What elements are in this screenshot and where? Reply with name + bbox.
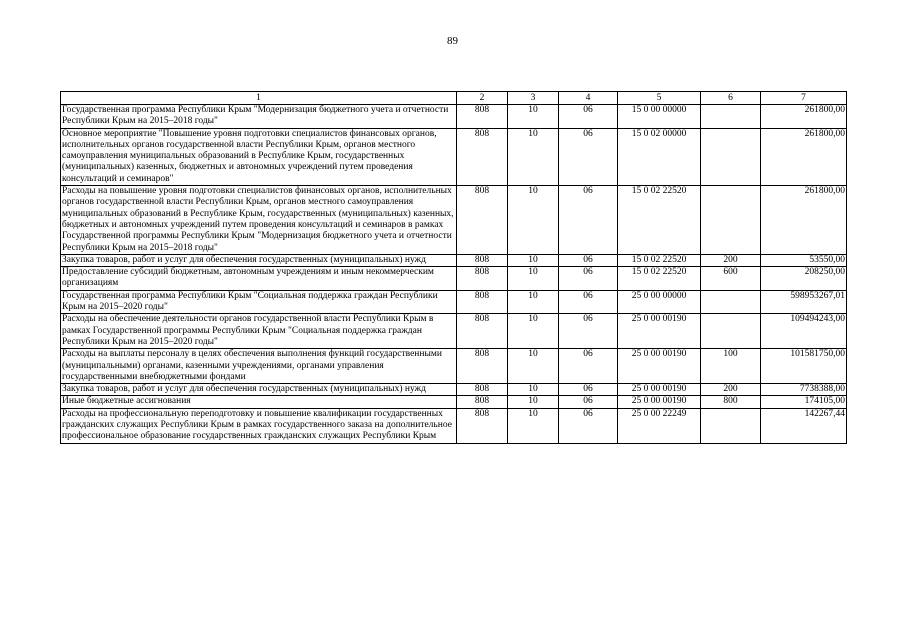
amount-cell: 598953267,01	[761, 290, 847, 314]
expense-type-cell: 200	[701, 384, 761, 396]
section-cell: 10	[508, 384, 559, 396]
table-header-row	[61, 92, 847, 105]
section-cell: 10	[508, 349, 559, 384]
code-cell: 808	[457, 105, 508, 129]
expense-name-cell: Расходы на выплаты персоналу в целях обеспечения выполнения функций государственными (муниципальными) органами, казенными учреждениями, органами управления государственными внебюджетными фондами	[61, 349, 457, 384]
target-article-cell: 15 0 02 22520	[618, 254, 701, 266]
column-header: 5	[618, 92, 701, 105]
amount-cell: 109494243,00	[761, 314, 847, 349]
code-cell: 808	[457, 408, 508, 443]
target-article-cell: 15 0 02 22520	[618, 267, 701, 291]
amount-cell: 261800,00	[761, 105, 847, 129]
expense-type-cell	[701, 314, 761, 349]
amount-cell: 208250,00	[761, 267, 847, 291]
column-header: 7	[761, 92, 847, 105]
code-cell: 808	[457, 128, 508, 185]
code-cell: 808	[457, 314, 508, 349]
table-row	[61, 314, 847, 349]
subsection-cell: 06	[559, 396, 618, 408]
amount-cell: 142267,44	[761, 408, 847, 443]
column-header: 1	[61, 92, 457, 105]
code-cell: 808	[457, 267, 508, 291]
code-cell: 808	[457, 349, 508, 384]
target-article-cell: 25 0 00 22249	[618, 408, 701, 443]
expense-name-cell: Закупка товаров, работ и услуг для обеспечения государственных (муниципальных) нужд	[61, 254, 457, 266]
table-row	[61, 186, 847, 255]
expense-name-cell: Государственная программа Республики Крым "Модернизация бюджетного учета и отчетности Республики Крым на 2015–2018 годы"	[61, 105, 457, 129]
amount-cell: 261800,00	[761, 128, 847, 185]
expense-type-cell	[701, 186, 761, 255]
section-cell: 10	[508, 314, 559, 349]
subsection-cell: 06	[559, 290, 618, 314]
subsection-cell: 06	[559, 186, 618, 255]
section-cell: 10	[508, 105, 559, 129]
expense-name-cell: Основное мероприятие "Повышение уровня подготовки специалистов финансовых органов, исполнительных органов государственной власти Республики Крым, органов местного самоуправления муниципальных образований в Республике Крым, государственных (муниципальных) казенных, бюджетных и автономных учреждений путем проведения консультаций и семинаров"	[61, 128, 457, 185]
expense-name-cell: Расходы на обеспечение деятельности органов государственной власти Республики Крым в рамках Государственной программы Республики Крым "Социальная поддержка граждан Республики Крым на 2015–2020 годы"	[61, 314, 457, 349]
target-article-cell: 25 0 00 00190	[618, 314, 701, 349]
section-cell: 10	[508, 408, 559, 443]
target-article-cell: 25 0 00 00190	[618, 396, 701, 408]
target-article-cell: 25 0 00 00190	[618, 384, 701, 396]
expense-name-cell: Предоставление субсидий бюджетным, автономным учреждениям и иным некоммерческим организациям	[61, 267, 457, 291]
table-row	[61, 396, 847, 408]
amount-cell: 101581750,00	[761, 349, 847, 384]
expense-type-cell	[701, 290, 761, 314]
amount-cell: 261800,00	[761, 186, 847, 255]
column-header: 6	[701, 92, 761, 105]
subsection-cell: 06	[559, 254, 618, 266]
code-cell: 808	[457, 290, 508, 314]
column-header: 2	[457, 92, 508, 105]
amount-cell: 53550,00	[761, 254, 847, 266]
subsection-cell: 06	[559, 314, 618, 349]
target-article-cell: 25 0 00 00190	[618, 349, 701, 384]
section-cell: 10	[508, 267, 559, 291]
table-row	[61, 254, 847, 266]
budget-table	[60, 91, 847, 444]
subsection-cell: 06	[559, 267, 618, 291]
subsection-cell: 06	[559, 128, 618, 185]
expense-type-cell	[701, 128, 761, 185]
expense-type-cell	[701, 408, 761, 443]
section-cell: 10	[508, 128, 559, 185]
expense-type-cell: 600	[701, 267, 761, 291]
column-header: 4	[559, 92, 618, 105]
section-cell: 10	[508, 186, 559, 255]
expense-name-cell: Расходы на профессиональную переподготовку и повышение квалификации государственных гражданских служащих Республики Крым в рамках государственного заказа на дополнительное профессиональное образование государственных гражданских служащих Республики Крым	[61, 408, 457, 443]
table-row	[61, 290, 847, 314]
section-cell: 10	[508, 290, 559, 314]
expense-type-cell	[701, 105, 761, 129]
expense-name-cell: Закупка товаров, работ и услуг для обеспечения государственных (муниципальных) нужд	[61, 384, 457, 396]
target-article-cell: 15 0 00 00000	[618, 105, 701, 129]
code-cell: 808	[457, 186, 508, 255]
table-row	[61, 105, 847, 129]
code-cell: 808	[457, 254, 508, 266]
expense-name-cell: Государственная программа Республики Крым "Социальная поддержка граждан Республики Крым на 2015–2020 годы"	[61, 290, 457, 314]
table-row	[61, 267, 847, 291]
subsection-cell: 06	[559, 349, 618, 384]
target-article-cell: 15 0 02 22520	[618, 186, 701, 255]
table-row	[61, 384, 847, 396]
code-cell: 808	[457, 384, 508, 396]
expense-type-cell: 800	[701, 396, 761, 408]
amount-cell: 174105,00	[761, 396, 847, 408]
expense-type-cell: 100	[701, 349, 761, 384]
section-cell: 10	[508, 254, 559, 266]
table-row	[61, 128, 847, 185]
subsection-cell: 06	[559, 105, 618, 129]
table-row	[61, 408, 847, 443]
section-cell: 10	[508, 396, 559, 408]
subsection-cell: 06	[559, 384, 618, 396]
expense-type-cell: 200	[701, 254, 761, 266]
column-header: 3	[508, 92, 559, 105]
code-cell: 808	[457, 396, 508, 408]
table-row	[61, 349, 847, 384]
amount-cell: 7738388,00	[761, 384, 847, 396]
expense-name-cell: Иные бюджетные ассигнования	[61, 396, 457, 408]
page-number: 89	[447, 35, 458, 47]
target-article-cell: 25 0 00 00000	[618, 290, 701, 314]
subsection-cell: 06	[559, 408, 618, 443]
target-article-cell: 15 0 02 00000	[618, 128, 701, 185]
expense-name-cell: Расходы на повышение уровня подготовки специалистов финансовых органов, исполнительных органов государственной власти Республики Крым, органов местного самоуправления муниципальных образований в Республике Крым, государственных (муниципальных) казенных, бюджетных и автономных учреждений путем проведения консультаций и семинаров в рамках Государственной программы Республики Крым "Модернизация бюджетного учета и отчетности Республики Крым на 2015–2018 годы"	[61, 186, 457, 255]
